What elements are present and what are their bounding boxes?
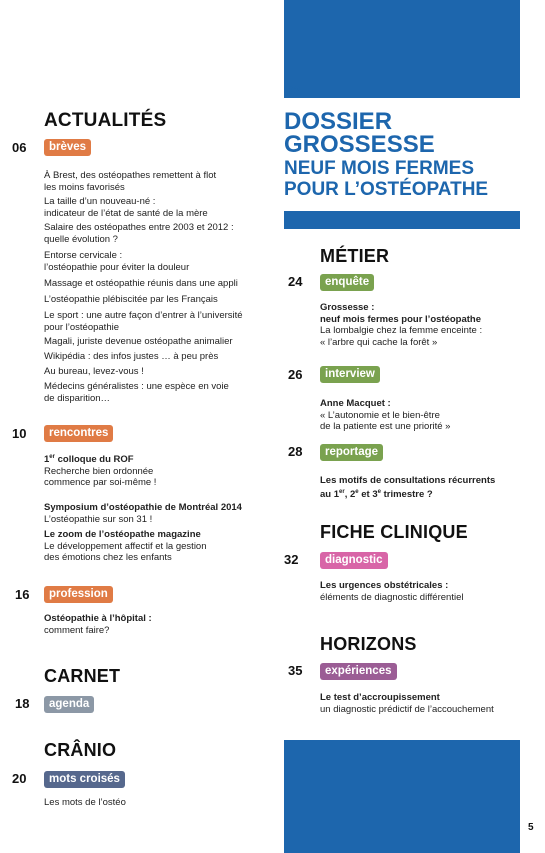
tag-agenda[interactable]: agenda [44, 696, 94, 713]
section-title-fiche-clinique: FICHE CLINIQUE [320, 522, 468, 542]
rencontres-item-symposium[interactable] [44, 502, 242, 525]
breves-item-line: les moins favorisés [44, 181, 125, 193]
zoom-title: Le zoom de l’ostéopathe magazine [44, 529, 201, 540]
breves-item-line: de disparition… [44, 392, 111, 404]
tag-enquete[interactable]: enquête [320, 274, 374, 291]
breves-item[interactable] [44, 222, 234, 245]
tag-rencontres[interactable]: rencontres [44, 425, 113, 442]
breves-item-line: Wikipédia : des infos justes … à peu près [44, 351, 219, 362]
breves-item[interactable] [44, 336, 233, 348]
fiche-item[interactable] [320, 580, 463, 603]
horizons-title: Le test d’accroupissement [320, 692, 440, 703]
breves-item-line: l’ostéopathie pour éviter la douleur [44, 261, 190, 273]
tag-breves[interactable]: brèves [44, 139, 91, 156]
tag-mots-croises[interactable]: mots croisés [44, 771, 125, 788]
reportage-item[interactable] [320, 475, 495, 500]
breves-item[interactable] [44, 310, 243, 333]
breves-item-line: Magali, juriste devenue ostéopathe animalier [44, 336, 233, 347]
breves-item[interactable] [44, 250, 189, 273]
page-number-23: 23 [287, 84, 301, 98]
dossier-top-banner [284, 0, 520, 98]
section-title-horizons: HORIZONS [320, 634, 417, 654]
breves-item-line: Salaire des ostéopathes entre 2003 et 2012 : [44, 222, 234, 233]
interview-item[interactable] [320, 398, 450, 433]
interview-line-2: de la patiente est une priorité » [320, 421, 451, 432]
page-number-35: 35 [288, 663, 303, 678]
colloque-title [44, 454, 134, 465]
dossier-bottom-bar [284, 211, 520, 229]
dossier-subtitle-line-2: POUR L’OSTÉOPATHE [284, 179, 489, 200]
page-number-28: 28 [288, 444, 303, 459]
breves-item-line: quelle évolution ? [44, 233, 118, 245]
tag-diagnostic[interactable]: diagnostic [320, 552, 388, 569]
breves-item[interactable] [44, 351, 218, 363]
enquete-title-2: neuf mois fermes pour l’ostéopathe [320, 313, 481, 325]
page-number-20: 20 [12, 771, 27, 786]
section-title-cranio: CRÂNIO [44, 740, 117, 760]
reportage-sup-2: e [355, 488, 359, 495]
bottom-blue-block [284, 740, 520, 853]
dossier-title-line-1: DOSSIER [284, 108, 393, 135]
profession-title: Ostéopathie à l’hôpital : [44, 613, 152, 624]
dossier-subtitle [284, 158, 488, 200]
section-title-metier: MÉTIER [320, 246, 390, 266]
section-title-actualites: ACTUALITÉS [44, 110, 167, 131]
colloque-number: 1 [44, 454, 50, 466]
cranio-item[interactable]: Les mots de l’ostéo [44, 797, 126, 808]
page-number-32: 32 [284, 552, 299, 567]
dossier-title-line-2: GROSSESSE [284, 131, 435, 158]
breves-item-line: À Brest, des ostéopathes remettent à flot [44, 170, 217, 181]
enquete-title-1: Grossesse : [320, 302, 375, 313]
tag-reportage[interactable]: reportage [320, 444, 383, 461]
breves-item-line: indicateur de l’état de santé de la mère [44, 207, 208, 219]
enquete-line-2: « l’arbre qui cache la forêt » [320, 336, 438, 348]
tag-profession[interactable]: profession [44, 586, 113, 603]
page-number-16: 16 [15, 587, 30, 602]
reportage-title-1: Les motifs de consultations récurrents [320, 475, 496, 486]
interview-title: Anne Macquet : [320, 398, 391, 409]
breves-item-line: pour l’ostéopathie [44, 321, 119, 333]
reportage-sup-3: e [377, 488, 381, 495]
fiche-title: Les urgences obstétricales : [320, 580, 449, 591]
breves-item-line: Massage et ostéopathie réunis dans une appli [44, 278, 238, 289]
horizons-item[interactable] [320, 692, 494, 715]
page-number-18: 18 [15, 696, 30, 711]
colloque-sup: er [49, 454, 55, 460]
dossier-subtitle-line-1: NEUF MOIS FERMES [284, 158, 475, 179]
breves-item-line: La taille d’un nouveau-né : [44, 196, 156, 207]
breves-item[interactable] [44, 294, 218, 306]
profession-line: comment faire? [44, 624, 110, 636]
page-number-26: 26 [288, 367, 303, 382]
tag-experiences[interactable]: expériences [320, 663, 397, 680]
rencontres-item-colloque[interactable] [44, 452, 156, 489]
colloque-line-2: commence par soi-même ! [44, 477, 157, 489]
symposium-line: L’ostéopathie sur son 31 ! [44, 513, 153, 525]
reportage-part-c: et 3 [358, 488, 378, 500]
colloque-name: colloque du ROF [54, 454, 134, 466]
breves-item-line: Le sport : une autre façon d’entrer à l’université [44, 310, 243, 321]
page-number-06: 06 [12, 140, 27, 155]
zoom-line-1: Le développement affectif et la gestion [44, 540, 207, 552]
reportage-sup-1: er [339, 488, 345, 495]
breves-item[interactable] [44, 381, 229, 404]
breves-item[interactable] [44, 366, 144, 378]
breves-item-line: Médecins généralistes : une espèce en voie [44, 381, 229, 392]
horizons-line: un diagnostic prédictif de l’accouchement [320, 703, 494, 715]
rencontres-item-zoom[interactable] [44, 529, 207, 564]
interview-line-1: « L’autonomie et le bien-être [320, 409, 440, 421]
breves-item[interactable] [44, 278, 238, 290]
zoom-line-2: des émotions chez les enfants [44, 552, 172, 563]
profession-item[interactable] [44, 613, 152, 636]
section-title-carnet: CARNET [44, 666, 121, 686]
enquete-line-1: La lombalgie chez la femme enceinte : [320, 325, 483, 336]
colloque-line-1: Recherche bien ordonnée [44, 465, 154, 477]
breves-item-line: Au bureau, levez-vous ! [44, 366, 144, 377]
symposium-title: Symposium d’ostéopathie de Montréal 2014 [44, 502, 242, 513]
reportage-part-b: , 2 [344, 488, 356, 500]
enquete-item[interactable] [320, 302, 482, 348]
dossier-title[interactable] [284, 110, 435, 156]
folio-page-number: 5 [528, 822, 534, 833]
reportage-part-d: trimestre ? [380, 488, 433, 500]
page-number-10: 10 [12, 426, 27, 441]
reportage-title-2 [320, 489, 433, 500]
breves-item[interactable] [44, 170, 216, 193]
tag-interview[interactable]: interview [320, 366, 380, 383]
fiche-line: éléments de diagnostic différentiel [320, 591, 464, 603]
breves-item[interactable] [44, 196, 208, 219]
breves-item-line: Entorse cervicale : [44, 250, 123, 261]
reportage-part-a: au 1 [320, 488, 340, 500]
breves-item-line: L’ostéopathie plébiscitée par les Français [44, 294, 218, 305]
page-number-24: 24 [288, 274, 303, 289]
